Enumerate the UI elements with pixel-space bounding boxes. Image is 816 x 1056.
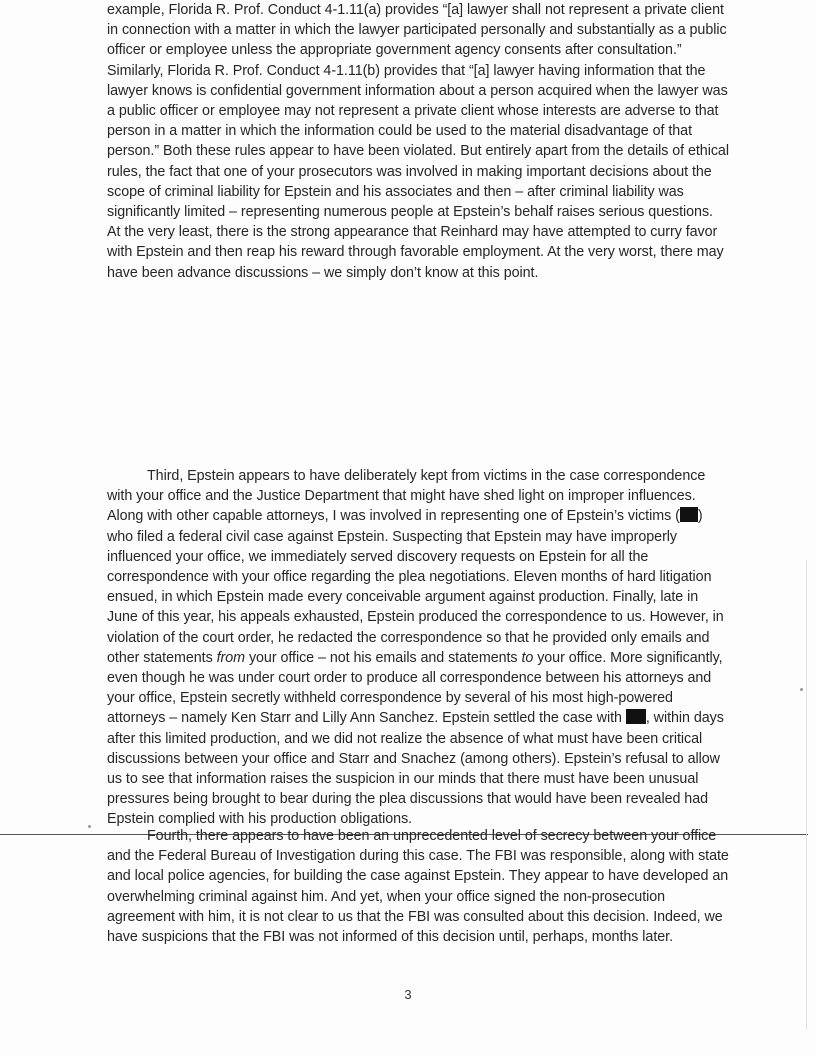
scan-speck (800, 688, 803, 691)
page-number: 3 (404, 987, 412, 1002)
paragraph-third-part-g: , within days after this limited production, and we did not realize the absence of what must have been critical discussions between your office and Starr and Snachez (among others). Epstein’s refusal to allow us to see that information raises the suspicion in our minds that there must have been unusual pressures being brought to bear during the plea discussions that would have been revealed had Epstein complied with his production obligations. (107, 710, 724, 828)
redaction-block (680, 507, 698, 522)
scan-speck (88, 825, 91, 828)
paragraph-fourth-text: Fourth, there appears to have been an unprecedented level of secrecy between your office and the Federal Bureau of Investigation during this case. The FBI was responsible, along with state and local police agencies, for building the case against Epstein. They appear to have developed an overwhelming criminal against him. And yet, when your office signed the non-prosecution agreement with him, it is not clear to us that the FBI was consulted about this decision. Indeed, we have suspicions that the FBI was not informed of this decision until, perhaps, months later. (107, 828, 729, 946)
paragraph-ethics-rules: example, Florida R. Prof. Conduct 4-1.11(a) provides “[a] lawyer shall not represent a private client in connection with a matter in which the lawyer participated personally and substantially as a public officer or employee unless the appropriate government agency consents after consultation.” Similarly, Florida R. Prof. Conduct 4-1.11(b) provides that “[a] lawyer having information that the lawyer knows is confidential government information about a person acquired when the lawyer was a public officer or employee may not represent a private client whose interests are adverse to that person in a matter in which the information could be used to the material disadvantage of that person.” Both these rules appear to have been violated. But entirely apart from the details of ethical rules, the fact that one of your prosecutors was involved in making important decisions about the scope of criminal liability for Epstein and his associates and then – after criminal liability was significantly limited – representing numerous people at Epstein’s behalf raises serious questions. At the very least, there is the strong appearance that Reinhard may have attempted to curry favor with Epstein and then reap his reward through favorable employment. At the very worst, there may have been advance discussions – we simply don’t know at this point. (107, 2, 729, 281)
paragraph-third (107, 466, 729, 830)
paragraph-third-part-b: ) who filed a federal civil case against Epstein. Suspecting that Epstein may have improperly influenced your office, we immediately served discovery requests on Epstein for all the correspondence with your office regarding the plea negotiations. Eleven months of hard litigation ensued, in which Epstein made every conceivable argument against production. Finally, late in June of this year, his appeals exhausted, Epstein produced the correspondence to us. However, in violation of the court order, he redacted the correspondence so that he provided only emails and other statements (107, 508, 724, 666)
emphasis-from: from (216, 649, 246, 666)
emphasis-to: to (521, 649, 534, 666)
paragraph-third-part-f: your office. More significantly, even though he was under court order to produce all correspondence between his attorneys and your office, Epstein secretly withheld correspondence by several of his most high-powered attorneys – namely Ken Starr and Lilly Ann Sanchez. Epstein settled the case with (107, 649, 723, 727)
paragraph-third-part-a: Third, Epstein appears to have deliberately kept from victims in the case correspondence with your office and the Justice Department that might have shed light on improper influences. Along with other capable attorneys, I was involved in representing one of Epstein’s victims ( (107, 468, 706, 525)
paragraph-third-part-d: your office – not his emails and statements (245, 649, 522, 666)
paragraph-fourth (107, 826, 729, 947)
scan-edge-artifact (806, 560, 807, 1030)
letter-body (107, 0, 729, 283)
redaction-block (626, 709, 646, 724)
